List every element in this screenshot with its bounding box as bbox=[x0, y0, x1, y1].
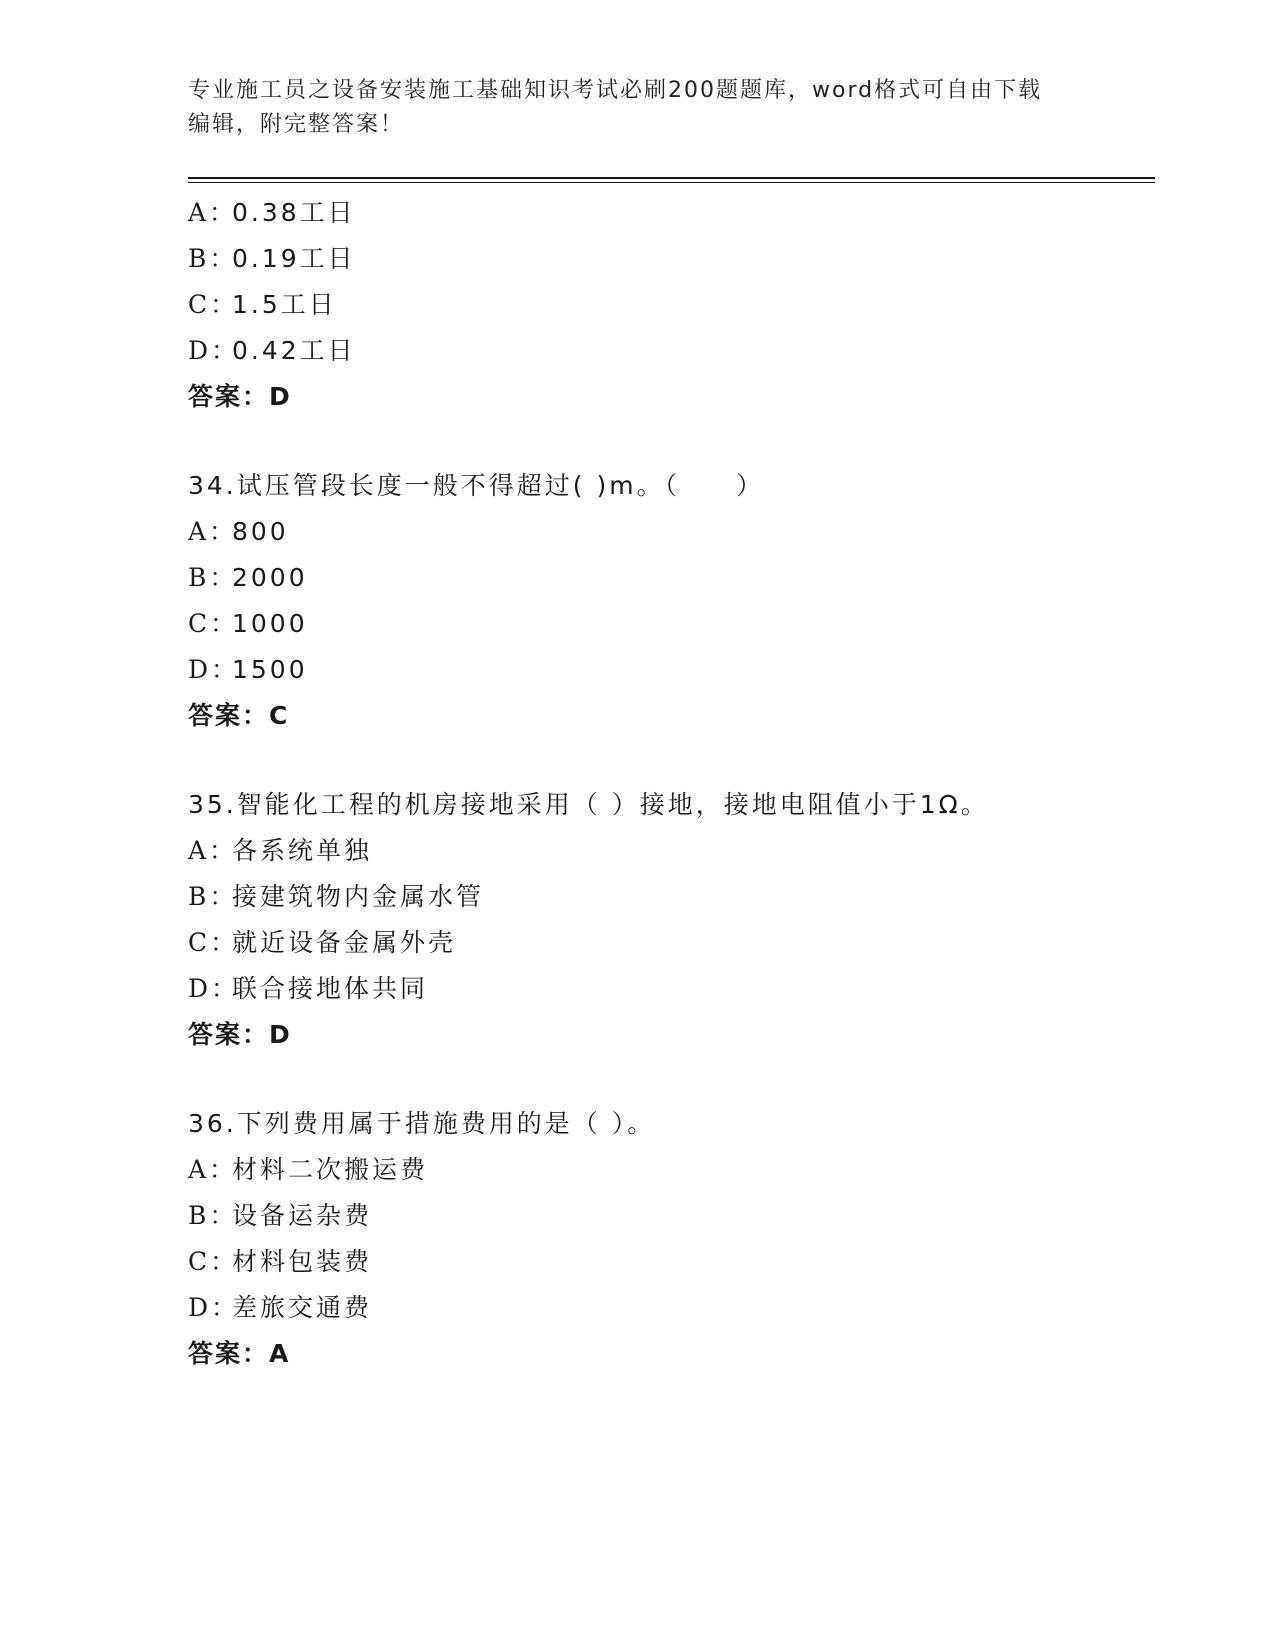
option-text: 就近设备金属外壳 bbox=[232, 928, 457, 957]
header-title-line-2: 编辑，附完整答案！ bbox=[188, 112, 405, 137]
option-d bbox=[188, 647, 1148, 693]
option-a bbox=[188, 509, 1148, 555]
option-text: 联合接地体共同 bbox=[232, 974, 429, 1003]
option-text: 1500 bbox=[232, 655, 308, 684]
option-text: 各系统单独 bbox=[232, 836, 373, 865]
option-text: 800 bbox=[232, 517, 289, 546]
option-key: D： bbox=[188, 1293, 240, 1322]
option-key: D： bbox=[188, 655, 240, 684]
option-key: A： bbox=[188, 517, 238, 546]
header-title-line-1: 专业施工员之设备安装施工基础知识考试必刷200题题库，word格式可自由下载 bbox=[188, 78, 1043, 103]
option-c bbox=[188, 1239, 1148, 1285]
option-key: A： bbox=[188, 836, 238, 865]
option-c bbox=[188, 920, 1148, 966]
option-c bbox=[188, 601, 1148, 647]
option-text: 1000 bbox=[232, 609, 308, 638]
question-35 bbox=[188, 782, 1148, 1058]
option-a bbox=[188, 190, 1148, 236]
option-text: 差旅交通费 bbox=[232, 1293, 373, 1322]
question-text: 34.试压管段长度一般不得超过( )m。（ ） bbox=[188, 471, 765, 500]
header-divider-thick bbox=[188, 177, 1155, 179]
option-text: 0.42工日 bbox=[232, 336, 356, 365]
question-33 bbox=[188, 190, 1148, 420]
option-key: B： bbox=[188, 244, 238, 273]
question-36 bbox=[188, 1101, 1148, 1377]
option-b bbox=[188, 555, 1148, 601]
option-d bbox=[188, 328, 1148, 374]
option-text: 2000 bbox=[232, 563, 308, 592]
option-key: A： bbox=[188, 1155, 238, 1184]
option-a bbox=[188, 1147, 1148, 1193]
option-key: B： bbox=[188, 882, 238, 911]
option-d bbox=[188, 1285, 1148, 1331]
answer-line: 答案：D bbox=[188, 382, 292, 411]
option-key: D： bbox=[188, 336, 240, 365]
option-text: 0.38工日 bbox=[232, 198, 356, 227]
option-key: C： bbox=[188, 928, 239, 957]
document-header bbox=[188, 74, 1088, 142]
question-34 bbox=[188, 463, 1148, 739]
option-text: 接建筑物内金属水管 bbox=[232, 882, 485, 911]
option-key: C： bbox=[188, 609, 239, 638]
option-text: 材料包装费 bbox=[232, 1247, 373, 1276]
option-text: 1.5工日 bbox=[232, 290, 337, 319]
option-c bbox=[188, 282, 1148, 328]
option-a bbox=[188, 828, 1148, 874]
option-text: 0.19工日 bbox=[232, 244, 356, 273]
option-b bbox=[188, 236, 1148, 282]
answer-line: 答案：D bbox=[188, 1020, 292, 1049]
option-key: D： bbox=[188, 974, 240, 1003]
option-text: 设备运杂费 bbox=[232, 1201, 373, 1230]
option-text: 材料二次搬运费 bbox=[232, 1155, 429, 1184]
question-list bbox=[188, 190, 1148, 1377]
question-text: 36.下列费用属于措施费用的是（ ）。 bbox=[188, 1109, 656, 1138]
answer-line: 答案：A bbox=[188, 1339, 291, 1368]
question-text: 35.智能化工程的机房接地采用（ ）接地，接地电阻值小于1Ω。 bbox=[188, 790, 989, 819]
option-b bbox=[188, 874, 1148, 920]
option-b bbox=[188, 1193, 1148, 1239]
option-key: C： bbox=[188, 290, 239, 319]
option-key: B： bbox=[188, 1201, 238, 1230]
option-key: B： bbox=[188, 563, 238, 592]
option-d bbox=[188, 966, 1148, 1012]
answer-line: 答案：C bbox=[188, 701, 290, 730]
header-divider-thin bbox=[188, 182, 1155, 183]
option-key: C： bbox=[188, 1247, 239, 1276]
option-key: A： bbox=[188, 198, 238, 227]
